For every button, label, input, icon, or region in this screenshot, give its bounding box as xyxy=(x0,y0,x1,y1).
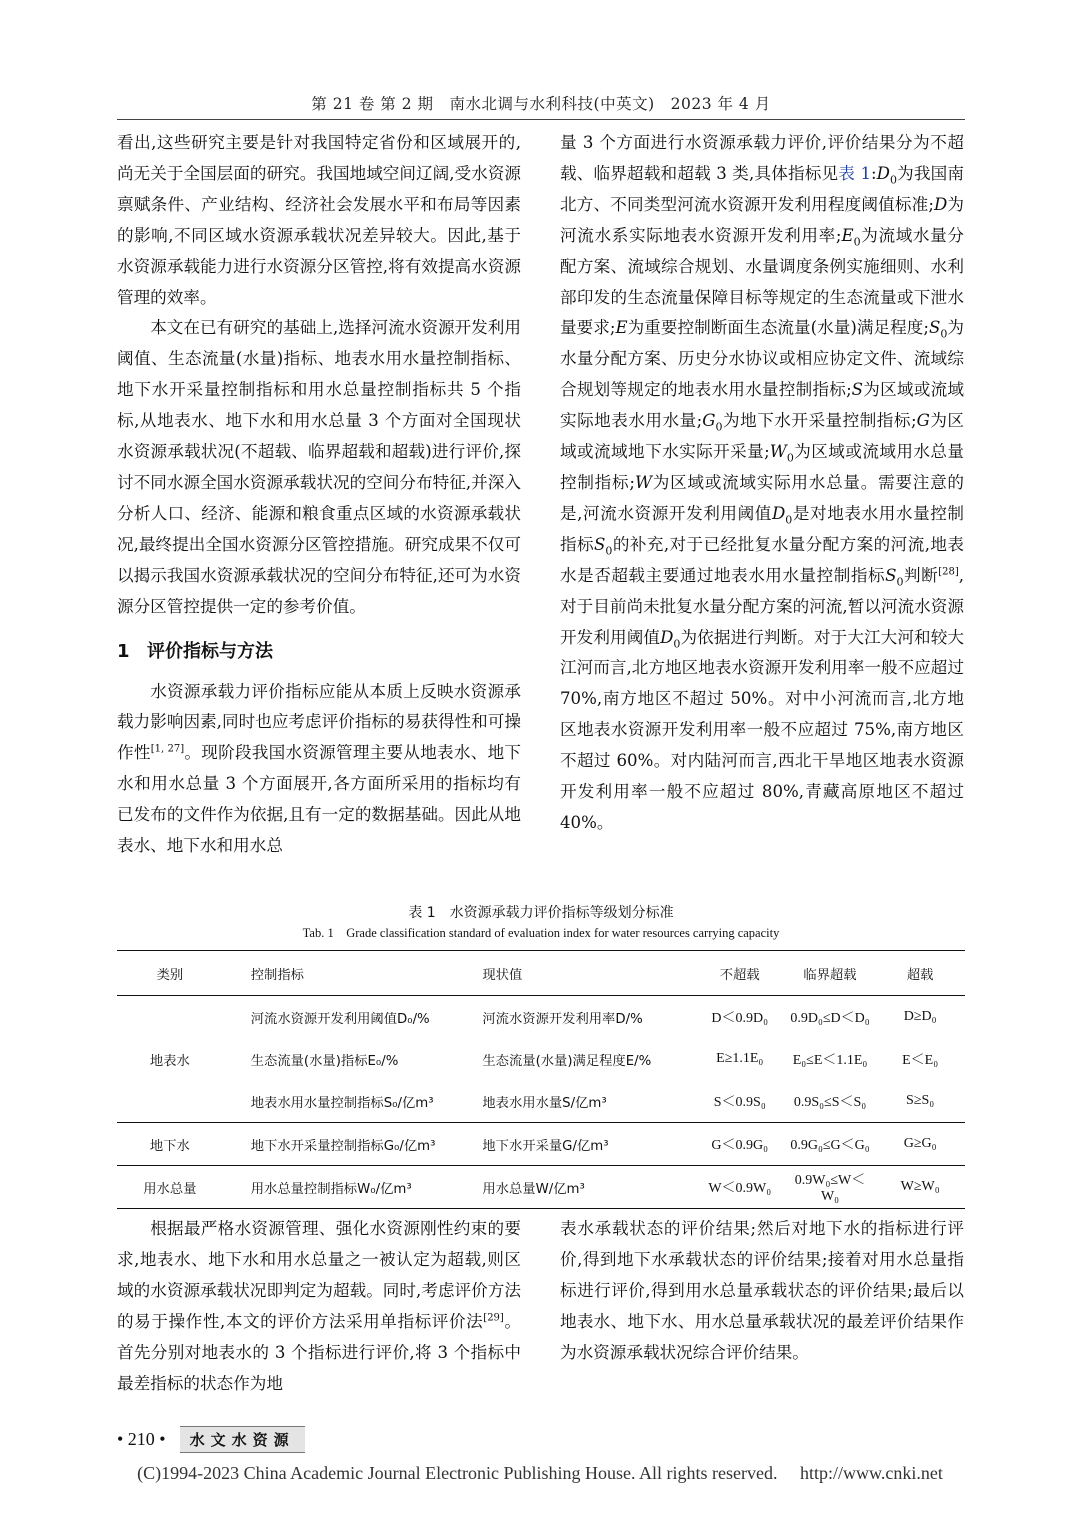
cell-category xyxy=(117,996,223,1039)
cell-current: 生态流量(水量)满足程度E/% xyxy=(482,1053,652,1069)
symbol: E xyxy=(841,225,854,245)
subscript: 0 xyxy=(889,173,897,187)
symbol: W xyxy=(634,472,652,492)
header-overloaded: 超载 xyxy=(875,951,965,996)
cell-over: D≥D₀ xyxy=(903,1009,937,1024)
table-row xyxy=(117,1080,965,1123)
symbol: S xyxy=(851,380,864,400)
cell-category: 地下水 xyxy=(117,1123,223,1166)
cell-control: 地下水开采量控制指标G₀/亿m³ xyxy=(223,1123,483,1166)
text-run: 根据最严格水资源管理、强化水资源刚性约束的要求,地表水、地下水和用水总量之一被认定为超载,则区域的水资源承载状况即判定为超载。同时,考虑评价方法的易于操作性,本文的评价方法采用单指标评价法 xyxy=(117,1219,521,1331)
text-run: 是对地表水用水量控制指标 xyxy=(560,503,965,554)
paragraph-method xyxy=(117,1214,521,1399)
cell-not-over: E≥1.1E₀ xyxy=(716,1051,764,1066)
header-category: 类别 xyxy=(117,951,223,996)
subscript: 0 xyxy=(715,420,723,434)
cell-critical: E₀≤E＜1.1E₀ xyxy=(792,1053,868,1068)
text-run: 判断 xyxy=(903,565,939,585)
header-current-value: 现状值 xyxy=(482,951,694,996)
cell-category xyxy=(117,1080,223,1123)
subscript: 0 xyxy=(896,575,904,588)
table-row xyxy=(117,996,965,1039)
cell-category: 用水总量 xyxy=(117,1166,223,1209)
cell-over: S≥S₀ xyxy=(875,1080,965,1123)
section-title: 评价指标与方法 xyxy=(147,640,273,662)
cell-control: 河流水资源开发利用阈值D₀/% xyxy=(250,1011,430,1027)
bottom-left-column xyxy=(117,1214,521,1399)
table-caption xyxy=(117,903,965,943)
cell-control: 生态流量(水量)指标E₀/% xyxy=(250,1053,399,1069)
paragraph-indicators xyxy=(117,677,521,862)
bottom-right-column xyxy=(560,1214,964,1369)
header-not-overloaded: 不超载 xyxy=(695,951,785,996)
paragraph-method-continued: 表水承载状态的评价结果;然后对地下水的指标进行评价,得到地下水承载状态的评价结果;接着对用水总量指标进行评价,得到用水总量承载状态的评价结果;最后以地表水、地下水、用水总量承载状况的最差评价结果作为水资源承载状况综合评价结果。 xyxy=(560,1219,964,1362)
table-caption-zh: 表 1 水资源承载力评价指标等级划分标准 xyxy=(408,905,674,921)
citation[interactable]: [1, 27] xyxy=(150,743,185,755)
table-row xyxy=(117,1166,965,1209)
symbol: D xyxy=(771,503,786,523)
text-run: 为河流水系实际地表水资源开发利用率; xyxy=(560,194,965,245)
header-rule xyxy=(117,119,965,120)
right-column xyxy=(560,128,964,839)
text-run: 为区域或流域地下水实际开采量; xyxy=(560,411,965,462)
cell-not-over: W＜0.9W₀ xyxy=(695,1166,785,1209)
symbol: S xyxy=(594,534,606,554)
table-row xyxy=(117,1038,965,1080)
text-run: 为我国南北方、不同类型河流水资源开发利用程度阈值标准; xyxy=(560,163,964,214)
text-run: 为流域水量分配方案、流域综合规划、水量调度条例实施细则、水利部印发的生态流量保障目标等规定的生态流量或下泄水量要求; xyxy=(560,225,965,338)
text-run: 水资源承载力评价指标应能从本质上反映水资源承载力影响因素,同时也应考虑评价指标的易获得性和可操作性 xyxy=(117,681,521,763)
subscript: 0 xyxy=(785,513,793,527)
section-heading xyxy=(117,637,521,667)
table-1-link[interactable]: 表 1 xyxy=(838,163,872,183)
symbol: S xyxy=(885,565,897,585)
subscript: 0 xyxy=(853,235,861,249)
cell-critical: 0.9G₀≤G＜G₀ xyxy=(785,1123,875,1166)
cell-not-over: G＜0.9G₀ xyxy=(695,1123,785,1166)
page-number: • 210 • xyxy=(117,1428,166,1449)
text-run: 为区域或流域实际用水总量。需要注意的是,河流水资源开发利用阈值 xyxy=(560,472,965,523)
symbol: S xyxy=(928,318,941,338)
cell-over: W≥W₀ xyxy=(875,1166,965,1209)
text-run: : xyxy=(871,163,877,183)
text-run: ,对于目前尚未批复水量分配方案的河流,暂以河流水资源开发利用阈值 xyxy=(560,565,964,647)
text-run: 为水量分配方案、历史分水协议或相应协定文件、流域综合规划等规定的地表水用水量控制指标; xyxy=(560,318,964,400)
text-run: 。首先分别对地表水的 3 个指标进行评价,将 3 个指标中最差指标的状态作为地 xyxy=(117,1311,521,1393)
grade-table xyxy=(117,950,965,1209)
table-header-row xyxy=(117,951,965,996)
text-run: 量 3 个方面进行水资源承载力评价,评价结果分为不超载、临界超载和超载 3 类,具体指标见 xyxy=(560,133,964,183)
paragraph-intro-end: 看出,这些研究主要是针对我国特定省份和区域展开的,尚无关于全国层面的研究。我国地域空间辽阔,受水资源禀赋条件、产业结构、经济社会发展水平和布局等因素的影响,不同区域水资源承载状况差异较大。因此,基于水资源承载能力进行水资源分区管控,将有效提高水资源管理的效率。 xyxy=(117,133,521,307)
cell-current: 河流水资源开发利用率D/% xyxy=(482,1011,643,1027)
symbol: W xyxy=(769,442,787,462)
subscript: 0 xyxy=(940,327,948,341)
subscript: 0 xyxy=(786,451,794,465)
header-control-index: 控制指标 xyxy=(223,951,483,996)
cell-not-over: S＜0.9S₀ xyxy=(695,1080,785,1123)
cell-over: E＜E₀ xyxy=(902,1053,939,1068)
subscript: 0 xyxy=(673,636,681,650)
cell-current: 用水总量W/亿m³ xyxy=(482,1166,694,1209)
section-number: 1 xyxy=(117,640,130,662)
table-row xyxy=(117,1123,965,1166)
citation[interactable]: [28] xyxy=(938,566,959,578)
journal-column-logo: 水文水资源 xyxy=(180,1426,305,1453)
symbol: G xyxy=(916,411,930,431)
symbol: D xyxy=(876,163,890,183)
text-run: 的补充,对于已经批复水量分配方案的河流,地表水是否超载主要通过地表水用水量控制指标 xyxy=(560,534,964,585)
cell-control: 地表水用水量控制指标S₀/亿m³ xyxy=(223,1080,483,1123)
text-run: 为区域或流域实际地表水用水量; xyxy=(560,380,964,431)
text-run: 为依据进行判断。对于大江大河和较大江河而言,北方地区地表水资源开发利用率一般不应超过 70%,南方地区不超过 50%。对中小河流而言,北方地区地表水资源开发利用率一般不应超过 75%,南方地区不超过 60%。对内陆河而言,西北干旱地区地表水资源开发利用率一般不应超过 80%,青藏高原地区不超过 40%。 xyxy=(560,627,965,832)
page-footer xyxy=(117,1424,305,1454)
text-run: 为地下水开采量控制指标; xyxy=(722,411,917,431)
cell-critical: 0.9S₀≤S＜S₀ xyxy=(785,1080,875,1123)
cell-not-over: D＜0.9D₀ xyxy=(711,1011,769,1026)
cell-category: 地表水 xyxy=(149,1053,190,1069)
symbol: G xyxy=(702,411,716,431)
header-critical: 临界超载 xyxy=(785,951,875,996)
symbol: D xyxy=(933,194,948,214)
symbol: E xyxy=(615,318,628,338)
symbol: D xyxy=(660,627,674,647)
paragraph-study-scope: 本文在已有研究的基础上,选择河流水资源开发利用阈值、生态流量(水量)指标、地表水用水量控制指标、地下水开采量控制指标和用水总量控制指标共 5 个指标,从地表水、地下水和用水总量 3 个方面对全国现状水资源承载状况(不超载、临界超载和超载)进行评价,探讨不同水源全国水资源承载状况的空间分布特征,并深入分析人口、经济、能源和粮食重点区域的水资源承载状况,最终提出全国水资源分区管控措施。研究成果不仅可以揭示我国水资源承载状况的空间分布特征,还可为水资源分区管控提供一定的参考价值。 xyxy=(117,318,521,616)
subscript: 0 xyxy=(605,544,613,558)
cell-current: 地下水开采量G/亿m³ xyxy=(482,1123,694,1166)
cell-control: 用水总量控制指标W₀/亿m³ xyxy=(223,1166,483,1209)
cell-current: 地表水用水量S/亿m³ xyxy=(482,1080,694,1123)
left-column xyxy=(117,128,521,862)
text-run: 为区域或流域用水总量控制指标; xyxy=(560,442,964,492)
running-head: 第 21 卷 第 2 期 南水北调与水利科技(中英文) 2023 年 4 月 xyxy=(311,95,771,113)
citation[interactable]: [29] xyxy=(483,1312,504,1324)
copyright-line: (C)1994-2023 China Academic Journal Electronic Publishing House. All rights reserved. http://www.cnki.net xyxy=(137,1463,943,1483)
cell-over: G≥G₀ xyxy=(875,1123,965,1166)
text-run: 。现阶段我国水资源管理主要从地表水、地下水和用水总量 3 个方面展开,各方面所采用的指标均有已发布的文件作为依据,且有一定的数据基础。因此从地表水、地下水和用水总 xyxy=(117,743,522,856)
paragraph-indicator-definitions xyxy=(560,128,964,839)
cell-critical: 0.9D₀≤D＜D₀ xyxy=(790,1011,870,1026)
table-caption-en: Tab. 1 Grade classification standard of evaluation index for water resources carrying capacity xyxy=(302,926,780,940)
cell-critical: 0.9W₀≤W＜W₀ xyxy=(785,1166,875,1209)
text-run: 为重要控制断面生态流量(水量)满足程度; xyxy=(627,318,929,338)
